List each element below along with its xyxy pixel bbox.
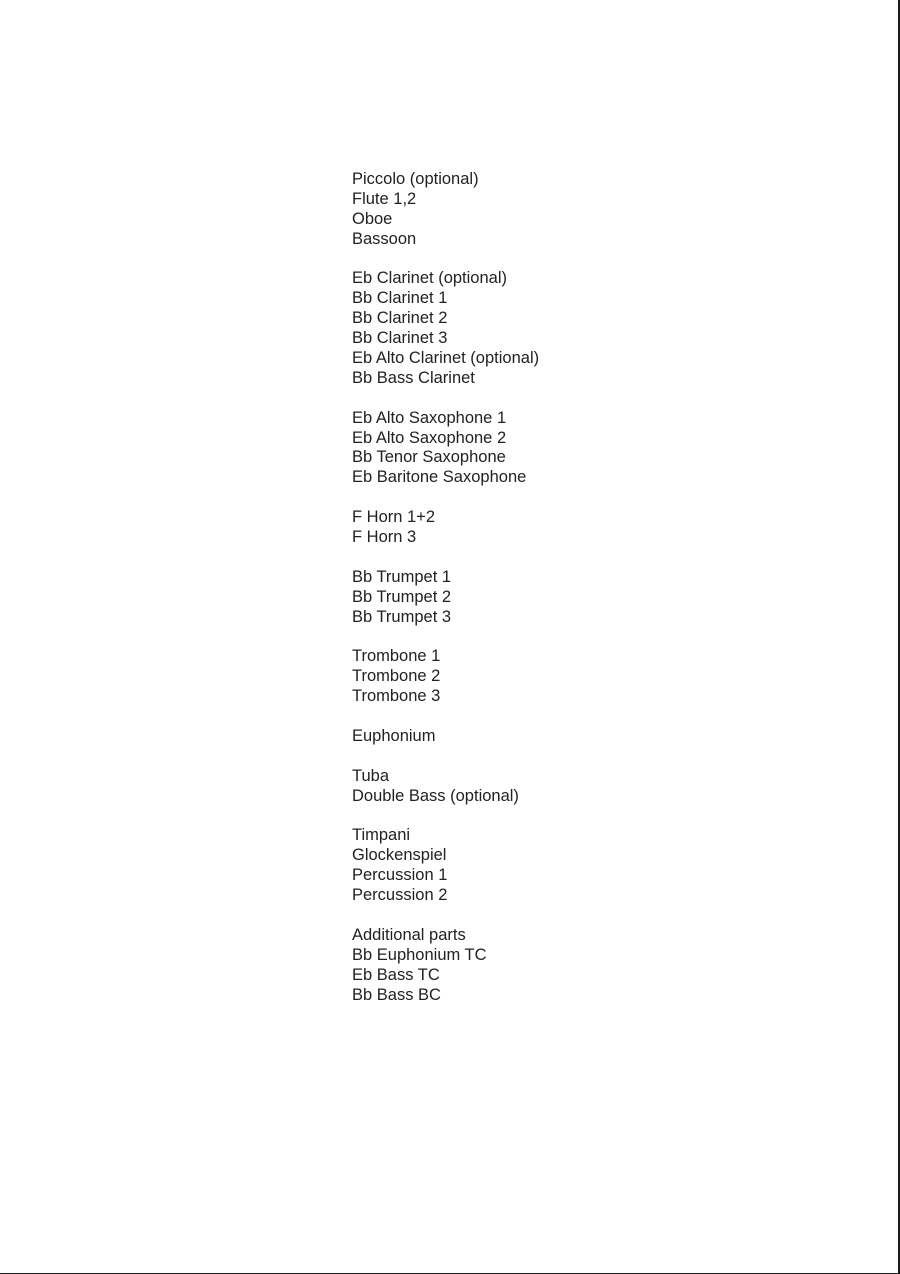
instrument-group [352, 926, 752, 1006]
instrument-name: Additional parts [352, 925, 466, 944]
instrument-name: Percussion 1 [352, 866, 448, 885]
instrument-name: Bb Clarinet 1 [352, 289, 448, 308]
instrument-name: Eb Alto Clarinet (optional) [352, 349, 540, 368]
instrument-name: Tuba [352, 766, 389, 785]
instrument-group [352, 170, 752, 250]
instrument-name: Timpani [352, 826, 411, 845]
instrument-name: Trombone 2 [352, 667, 441, 686]
instrument-name: F Horn 1+2 [352, 508, 435, 527]
instrument-name: Eb Alto Saxophone 1 [352, 408, 507, 427]
instrument-name: Bb Clarinet 2 [352, 309, 448, 328]
instrument-name: Bb Trumpet 3 [352, 607, 452, 626]
instrument-name: Double Bass (optional) [352, 786, 519, 805]
instrument-name: Flute 1,2 [352, 189, 417, 208]
instrument-name: Oboe [352, 209, 393, 228]
instrument-group [352, 767, 752, 807]
instrument-name: Trombone 1 [352, 647, 441, 666]
instrument-name: Bb Clarinet 3 [352, 329, 448, 348]
instrument-name: Bassoon [352, 229, 417, 248]
instrument-group [352, 826, 752, 906]
instrument-name: Euphonium [352, 726, 436, 745]
instrument-list [352, 170, 752, 1025]
instrument-group [352, 647, 752, 707]
instrument-group [352, 508, 752, 548]
instrument-group [352, 727, 752, 747]
instrument-name: Bb Bass BC [352, 985, 441, 1004]
instrument-name: Bb Tenor Saxophone [352, 448, 506, 467]
instrument-name: Piccolo (optional) [352, 170, 479, 188]
instrument-group [352, 269, 752, 388]
instrument-name: Eb Clarinet (optional) [352, 269, 507, 288]
instrument-name: Bb Trumpet 2 [352, 587, 452, 606]
instrument-name: Eb Baritone Saxophone [352, 468, 527, 487]
instrument-group [352, 409, 752, 489]
instrument-name: Eb Bass TC [352, 965, 440, 984]
instrument-name: Bb Trumpet 1 [352, 567, 452, 586]
instrument-name: Bb Bass Clarinet [352, 368, 475, 387]
instrument-name: Trombone 3 [352, 687, 441, 706]
instrument-name: Glockenspiel [352, 846, 447, 865]
instrument-name: Bb Euphonium TC [352, 945, 487, 964]
instrument-group [352, 568, 752, 628]
instrument-name: F Horn 3 [352, 528, 417, 547]
instrument-name: Eb Alto Saxophone 2 [352, 428, 507, 447]
instrument-name: Percussion 2 [352, 886, 448, 905]
